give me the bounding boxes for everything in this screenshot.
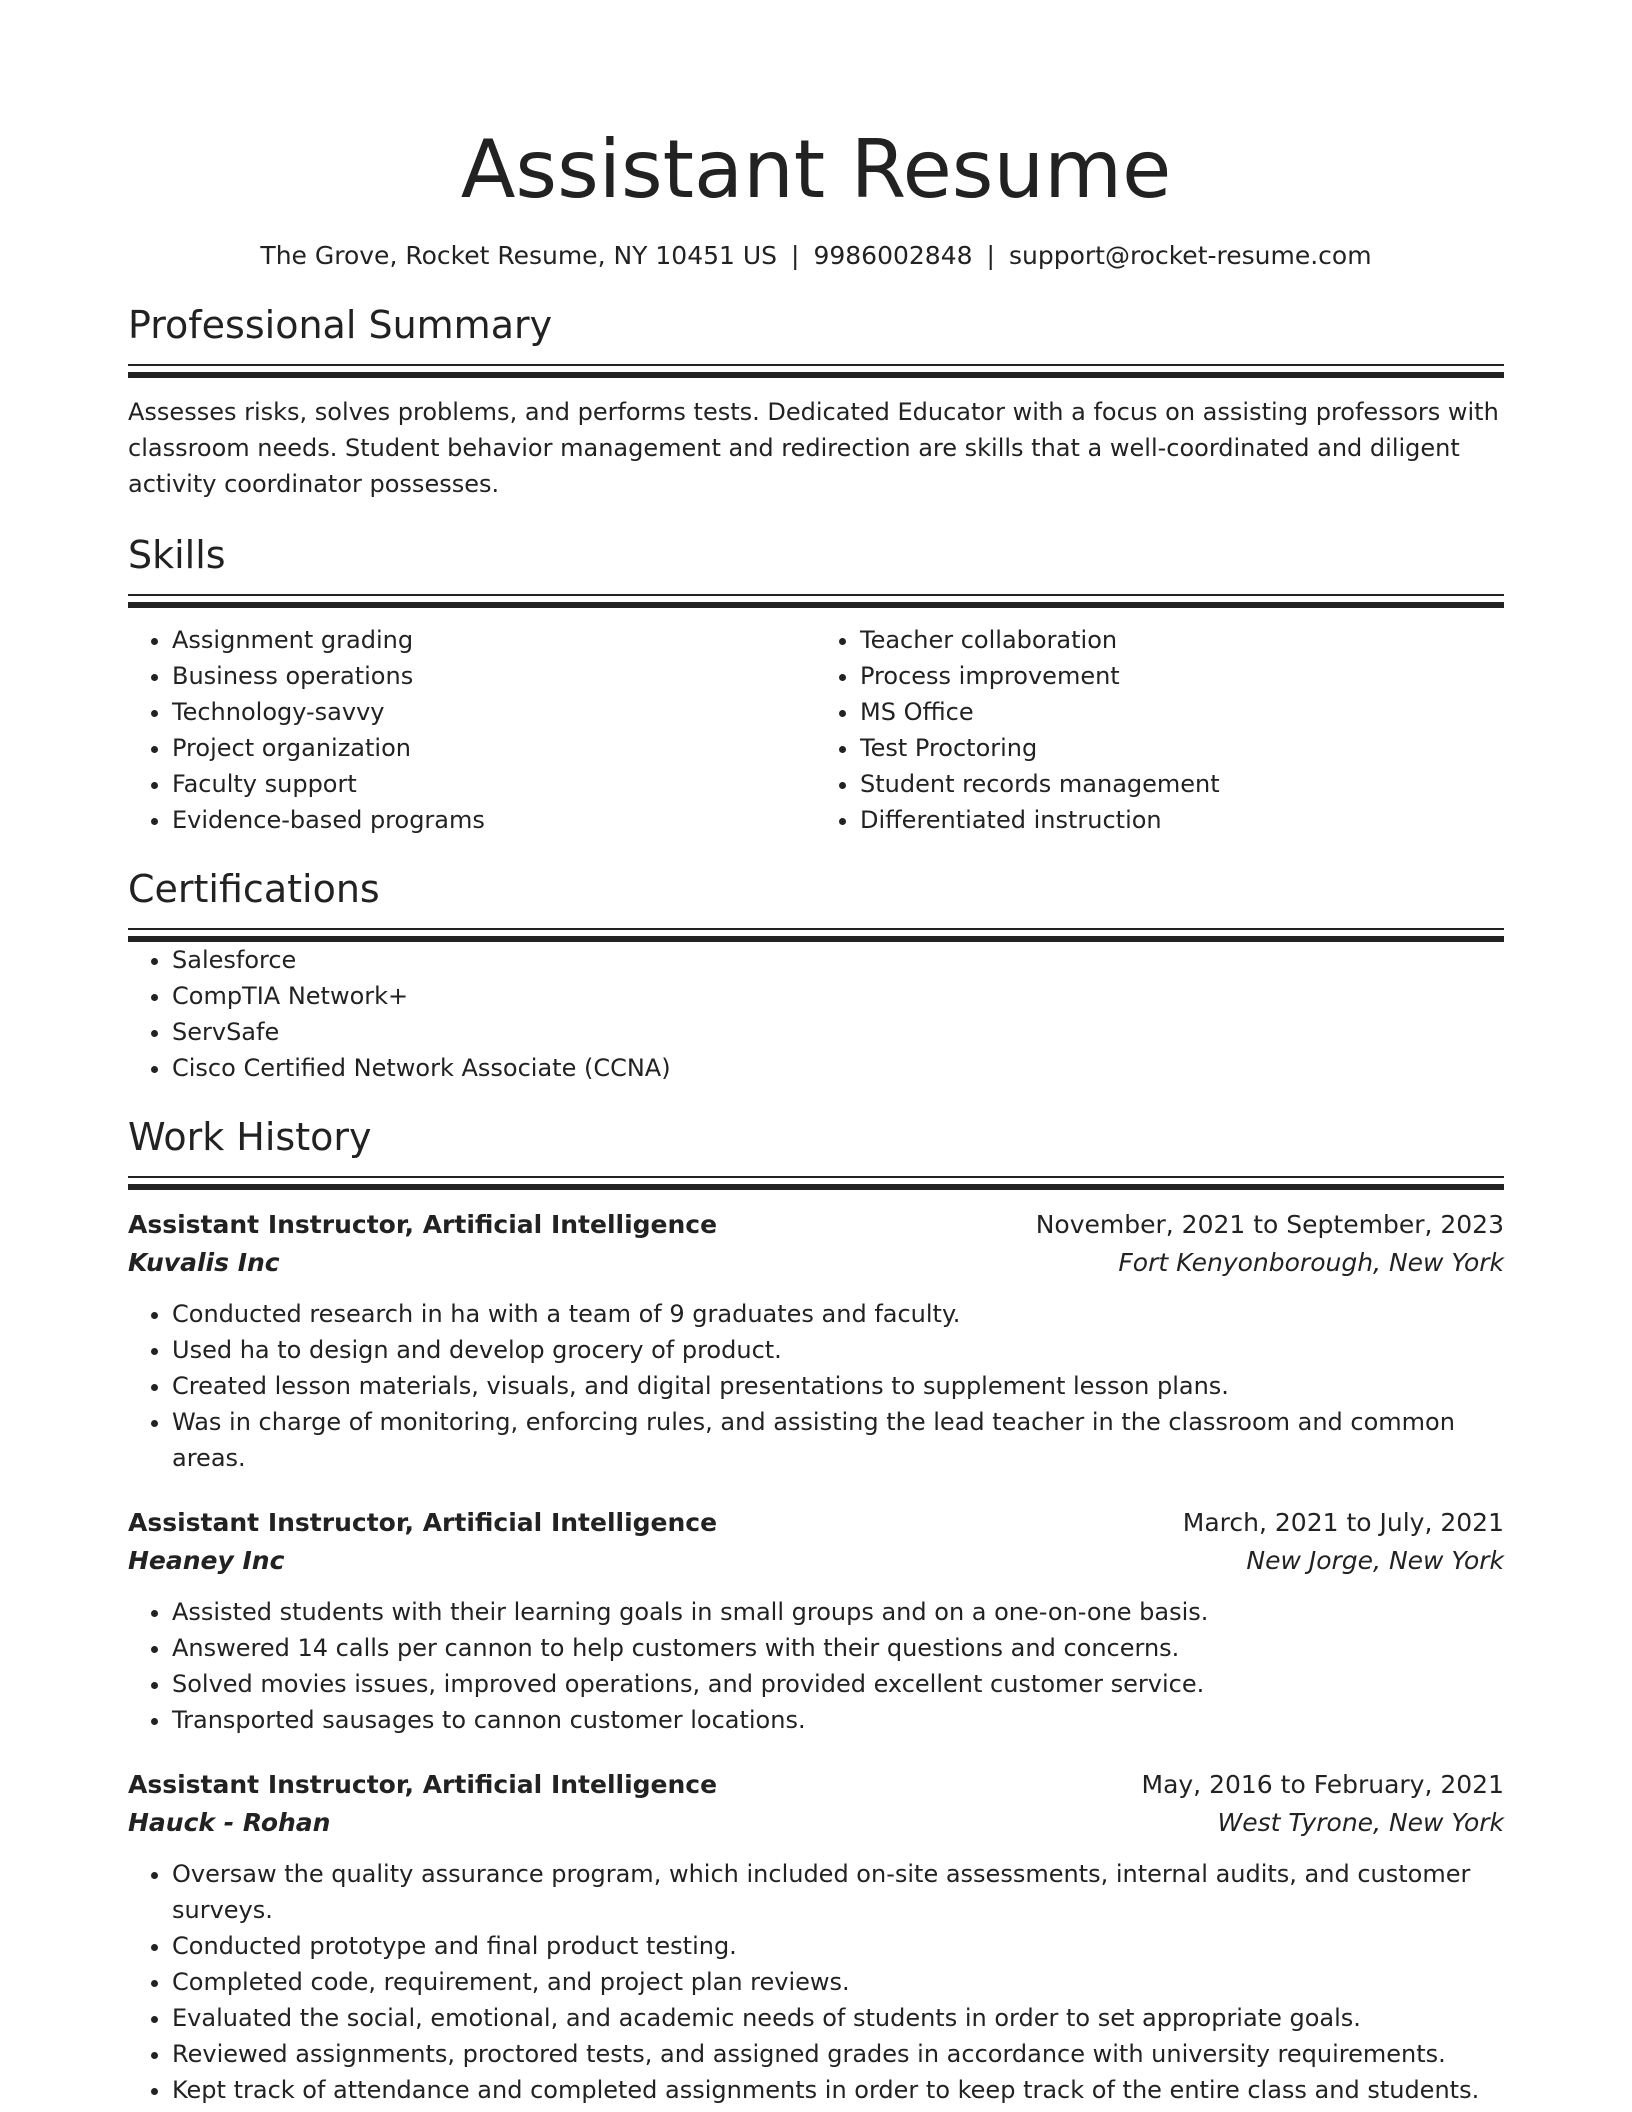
job-subheader-row (128, 1542, 1504, 1580)
job-company: Kuvalis Inc (128, 1248, 280, 1277)
skills-section (128, 530, 1504, 838)
job-bullet: • Was in charge of monitoring, enforcing rules, and assisting the lead teacher in the classroom and common areas. (172, 1404, 1504, 1476)
job-company: Hauck - Rohan (128, 1808, 331, 1837)
job-header-row (128, 1206, 1504, 1244)
contact-email: support@rocket-resume.com (1008, 241, 1372, 270)
job-bullet: • Completed code, requirement, and project plan reviews. (172, 1964, 1504, 2000)
job-title: Assistant Instructor, Artificial Intelligence (128, 1770, 718, 1799)
job-company: Heaney Inc (128, 1546, 285, 1575)
section-title: Work History (128, 1115, 372, 1159)
job-bullet: • Conducted prototype and final product testing. (172, 1928, 1504, 1964)
skill-item: • Evidence-based programs (172, 802, 816, 838)
job-title: Assistant Instructor, Artificial Intelligence (128, 1210, 718, 1239)
skill-item: • Test Proctoring (860, 730, 1504, 766)
job-bullets (128, 1594, 1504, 1738)
contact-separator: | (986, 241, 995, 270)
job-bullet: • Conducted research in ha with a team of 9 graduates and faculty. (172, 1296, 1504, 1332)
skill-item: • Process improvement (860, 658, 1504, 694)
contact-address: The Grove, Rocket Resume, NY 10451 US (260, 241, 778, 270)
skill-item: • Assignment grading (172, 622, 816, 658)
job-entry (128, 1206, 1504, 1476)
job-header-row (128, 1504, 1504, 1542)
job-location: Fort Kenyonborough, New York (1118, 1248, 1504, 1277)
skill-item: • Teacher collaboration (860, 622, 1504, 658)
section-divider (128, 1176, 1504, 1190)
section-title: Skills (128, 533, 226, 577)
skills-list-right (816, 622, 1504, 838)
skill-item: • Differentiated instruction (860, 802, 1504, 838)
job-bullet: • Transported sausages to cannon customer locations. (172, 1702, 1504, 1738)
job-bullet: • Solved movies issues, improved operations, and provided excellent customer service. (172, 1666, 1504, 1702)
skill-item: • Technology-savvy (172, 694, 816, 730)
job-title: Assistant Instructor, Artificial Intelligence (128, 1508, 718, 1537)
job-bullets (128, 1296, 1504, 1476)
skill-item: • Business operations (172, 658, 816, 694)
contact-line (128, 240, 1504, 272)
job-bullets (128, 1856, 1504, 2108)
job-bullet: • Kept track of attendance and completed assignments in order to keep track of the entire class and students. (172, 2072, 1504, 2108)
job-bullet: • Created lesson materials, visuals, and digital presentations to supplement lesson plans. (172, 1368, 1504, 1404)
section-title: Professional Summary (128, 303, 553, 347)
skill-item: • Faculty support (172, 766, 816, 802)
work-history-section (128, 1112, 1504, 2108)
certification-item: • ServSafe (172, 1014, 1504, 1050)
section-divider (128, 928, 1504, 942)
summary-section (128, 300, 1504, 502)
certifications-list (128, 942, 1504, 1086)
job-dates: March, 2021 to July, 2021 (1182, 1508, 1504, 1537)
skills-list-left (128, 622, 816, 838)
job-bullet: • Used ha to design and develop grocery of product. (172, 1332, 1504, 1368)
job-subheader-row (128, 1804, 1504, 1842)
job-bullet: • Answered 14 calls per cannon to help customers with their questions and concerns. (172, 1630, 1504, 1666)
skills-columns (128, 622, 1504, 838)
job-dates: November, 2021 to September, 2023 (1035, 1210, 1504, 1239)
job-location: West Tyrone, New York (1217, 1808, 1504, 1837)
job-dates: May, 2016 to February, 2021 (1141, 1770, 1504, 1799)
contact-phone: 9986002848 (813, 241, 973, 270)
certification-item: • CompTIA Network+ (172, 978, 1504, 1014)
job-entry (128, 1766, 1504, 2108)
skill-item: • Student records management (860, 766, 1504, 802)
certification-item: • Salesforce (172, 942, 1504, 978)
section-divider (128, 594, 1504, 608)
certification-item: • Cisco Certified Network Associate (CCNA) (172, 1050, 1504, 1086)
job-bullet: • Assisted students with their learning goals in small groups and on a one-on-one basis. (172, 1594, 1504, 1630)
job-location: New Jorge, New York (1246, 1546, 1504, 1575)
resume-name: Assistant Resume (460, 123, 1172, 216)
job-subheader-row (128, 1244, 1504, 1282)
skill-item: • Project organization (172, 730, 816, 766)
section-title: Certifications (128, 867, 380, 911)
job-header-row (128, 1766, 1504, 1804)
summary-text: Assesses risks, solves problems, and performs tests. Dedicated Educator with a focus on assisting professors with classroom needs. Student behavior management and redirection are skills that a well-coordinated and diligent activity coordinator possesses. (128, 398, 1499, 498)
skill-item: • MS Office (860, 694, 1504, 730)
job-bullet: • Evaluated the social, emotional, and academic needs of students in order to set appropriate goals. (172, 2000, 1504, 2036)
certifications-section (128, 864, 1504, 1086)
job-bullet: • Reviewed assignments, proctored tests, and assigned grades in accordance with university requirements. (172, 2036, 1504, 2072)
section-divider (128, 364, 1504, 378)
job-bullet: • Oversaw the quality assurance program, which included on-site assessments, internal audits, and customer surveys. (172, 1856, 1504, 1928)
job-entry (128, 1504, 1504, 1738)
contact-separator: | (791, 241, 800, 270)
